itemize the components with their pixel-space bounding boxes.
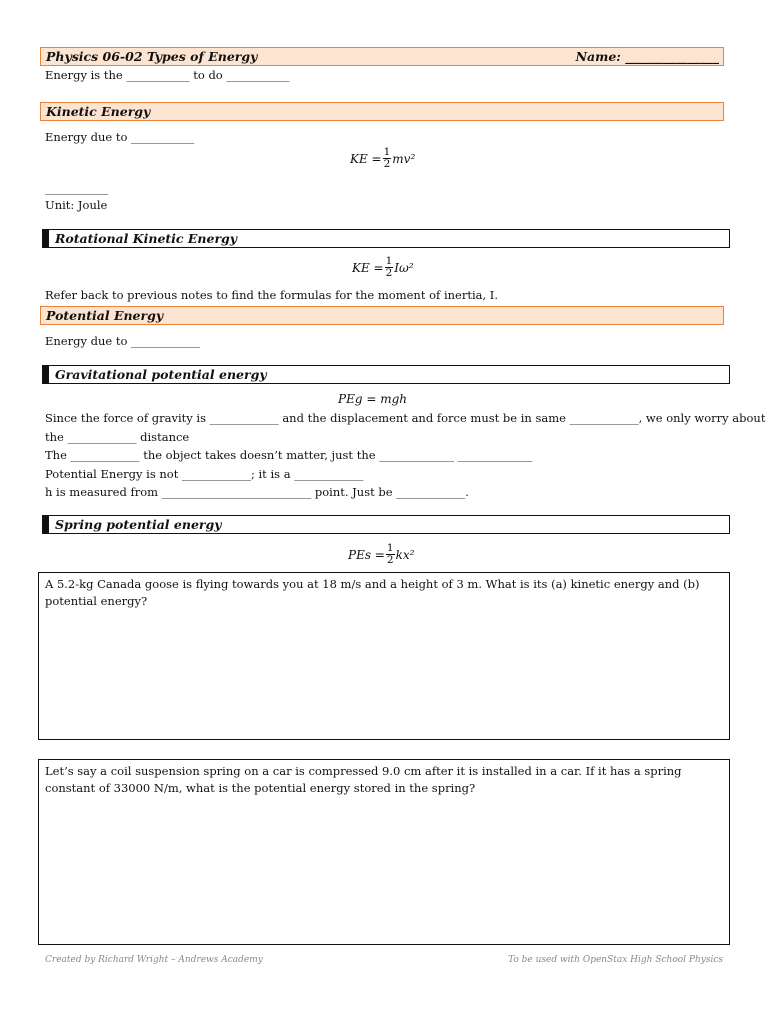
rotational-note: Refer back to previous notes to find the formulas for the moment of inertia, I. <box>45 288 498 302</box>
page-title: Physics 06-02 Types of Energy <box>46 49 258 64</box>
kinetic-energy-header <box>40 102 724 121</box>
potential-energy-heading: Potential Energy <box>46 308 164 323</box>
gravitational-pe-header <box>42 365 730 384</box>
fraction-denominator: 2 <box>383 158 391 170</box>
eq-rhs: mv² <box>392 151 416 166</box>
gravity-line: Potential Energy is not ____________; it is a ____________ <box>45 467 364 481</box>
fraction-denominator: 2 <box>386 554 394 566</box>
eq-rhs: kx² <box>395 547 415 562</box>
eq-rhs: Iω² <box>394 260 414 275</box>
eq-lhs: PEs = <box>348 547 385 562</box>
potential-energy-header <box>40 306 724 325</box>
name-field: Name: _______________ <box>575 49 719 64</box>
intro-line: Energy is the ___________ to do ___________ <box>45 68 290 82</box>
fraction-numerator: 1 <box>383 146 391 158</box>
title-header <box>40 47 724 66</box>
gravity-line: The ____________ the object takes doesn’t matter, just the _____________ _____________ <box>45 448 533 462</box>
problem-box-spring <box>38 759 730 945</box>
eq-lhs: KE = <box>352 260 384 275</box>
problem-box-goose <box>38 572 730 740</box>
fraction <box>386 543 395 566</box>
kinetic-energy-equation <box>350 147 415 170</box>
gravitational-pe-equation: PEg = mgh <box>338 392 407 406</box>
fraction <box>385 256 394 279</box>
spring-pe-heading: Spring potential energy <box>55 517 222 532</box>
fraction <box>383 147 392 170</box>
eq-lhs: KE = <box>350 151 382 166</box>
gravitational-pe-heading: Gravitational potential energy <box>55 367 267 382</box>
fraction-denominator: 2 <box>385 267 393 279</box>
kinetic-line: Energy due to ___________ <box>45 130 195 144</box>
gravity-line: h is measured from __________________________ point. Just be ____________. <box>45 485 469 499</box>
rotational-ke-heading: Rotational Kinetic Energy <box>55 231 238 246</box>
problem-text: Let’s say a coil suspension spring on a car is compressed 9.0 cm after it is installed in a car. If it has a spring constant of 33000 N/m, what is the potential energy stored in the spring? <box>45 764 682 795</box>
potential-line: Energy due to ____________ <box>45 334 201 348</box>
fraction-numerator: 1 <box>385 255 393 267</box>
problem-text: A 5.2-kg Canada goose is flying towards you at 18 m/s and a height of 3 m. What is its (a) kinetic energy and (b) potential energy? <box>45 577 700 608</box>
rotational-ke-header <box>42 229 730 248</box>
footer-left: Created by Richard Wright – Andrews Academy <box>45 955 263 965</box>
fraction-numerator: 1 <box>386 542 394 554</box>
rotational-ke-equation <box>352 256 414 279</box>
spring-pe-equation <box>348 543 414 566</box>
spring-pe-header <box>42 515 730 534</box>
unit-line: Unit: Joule <box>45 198 108 212</box>
gravity-line: the ____________ distance <box>45 430 190 444</box>
gravity-line: Since the force of gravity is ____________ and the displacement and force must be in same ____________, we only worry about <box>45 411 766 425</box>
kinetic-energy-heading: Kinetic Energy <box>46 104 151 119</box>
kinetic-blank: ___________ <box>45 181 109 195</box>
footer-right: To be used with OpenStax High School Physics <box>508 955 723 965</box>
